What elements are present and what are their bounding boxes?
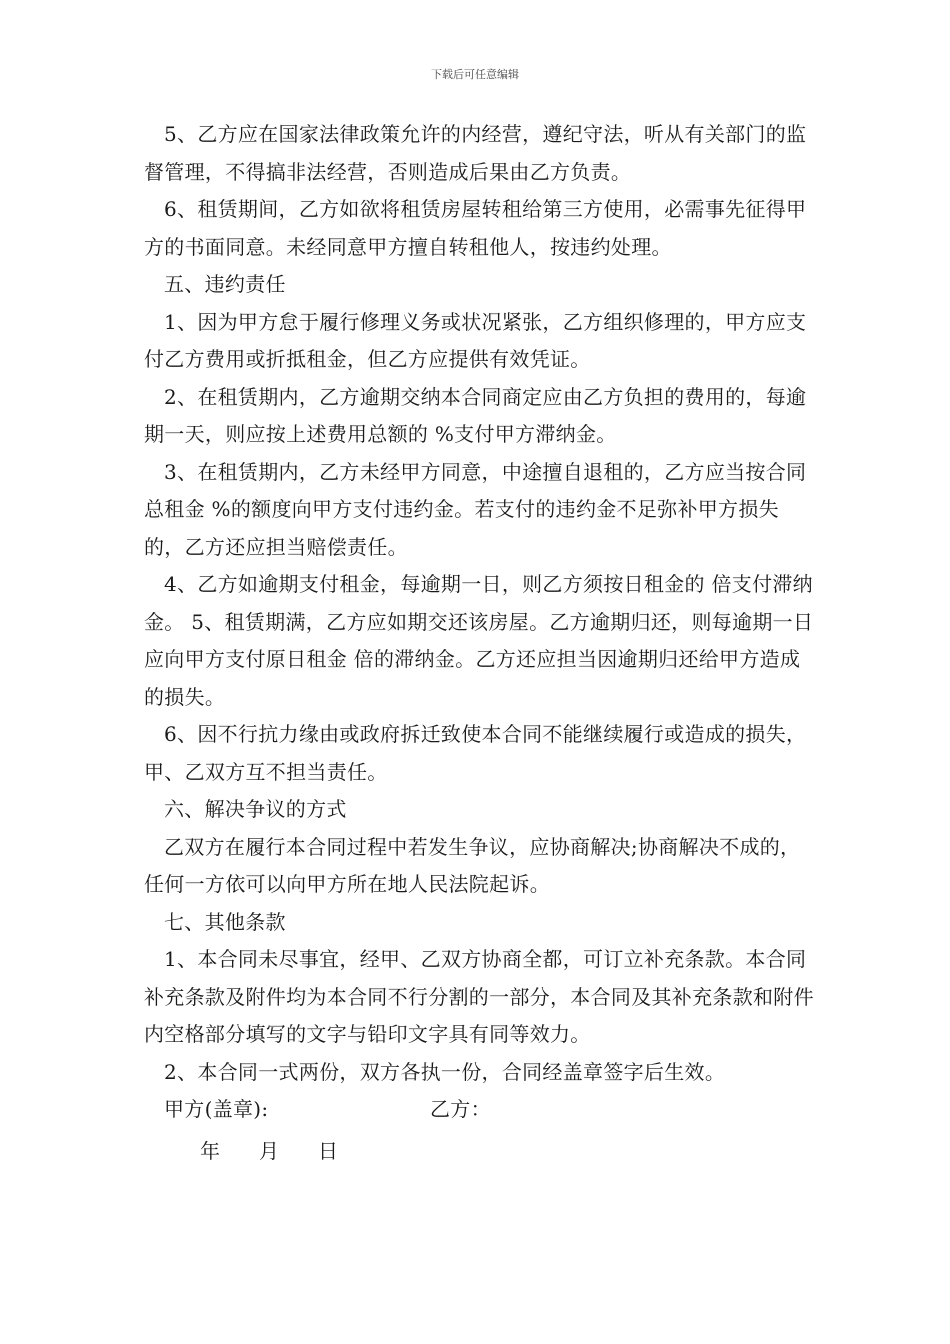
clause-5-4: 4、乙方如逾期支付租金，每逾期一日，则乙方须按日租金的 倍支付滞纳金。 5、租赁期满，乙方应如期交还该房屋。乙方逾期归还，则每逾期一日应向甲方支付原日租金 倍的滞纳金。乙方还应担当因逾期归还给甲方造成的损失。 [144,572,814,709]
clause-5-1: 1、因为甲方怠于履行修理义务或状况紧张，乙方组织修理的，甲方应支付乙方费用或折抵租金，但乙方应提供有效凭证。 [144,309,807,371]
date-month: 月 [258,1138,280,1163]
clause-6-text: 乙双方在履行本合同过程中若发生争议，应协商解决;协商解决不成的，任何一方依可以向甲方所在地人民法院起诉。 [144,834,801,896]
signature-row [144,1091,814,1129]
section-6-heading: 六、解决争议的方式 [164,797,347,821]
clause-5-6: 6、因不行抗力缘由或政府拆迁致使本合同不能继续履行或造成的损失，甲、乙双方互不担当责任。 [144,722,807,784]
party-a-signature-label: 甲方(盖章): [164,1097,269,1121]
clause-7-1: 1、本合同未尽事宜，经甲、乙双方协商全都，可订立补充条款。本合同补充条款及附件均为本合同不行分割的一部分，本合同及其补充条款和附件内空格部分填写的文字与铅印文字具有同等效力。 [144,947,814,1046]
clause-4-5: 5、乙方应在国家法律政策允许的内经营，遵纪守法，听从有关部门的监督管理，不得搞非法经营，否则造成后果由乙方负责。 [144,122,807,184]
date-line [144,1133,814,1171]
clause-7-2: 2、本合同一式两份，双方各执一份，合同经盖章签字后生效。 [164,1059,726,1084]
party-b-signature-label: 乙方： [430,1097,491,1121]
date-year: 年 [200,1138,221,1163]
clause-5-3: 3、在租赁期内，乙方未经甲方同意，中途擅自退租的，乙方应当按合同总租金 %的额度向甲方支付违约金。若支付的违约金不足弥补甲方损失的，乙方还应担当赔偿责任。 [144,459,807,559]
section-5-heading: 五、违约责任 [164,272,286,296]
page-header: 下载后可任意编辑 [431,68,519,81]
date-day: 日 [317,1138,339,1163]
clause-5-2: 2、在租赁期内，乙方逾期交纳本合同商定应由乙方负担的费用的，每逾期一天，则应按上述费用总额的 %支付甲方滞纳金。 [144,384,807,446]
clause-4-6: 6、租赁期间，乙方如欲将租赁房屋转租给第三方使用，必需事先征得甲方的书面同意。未经同意甲方擅自转租他人，按违约处理。 [144,197,807,259]
section-7-heading: 七、其他条款 [164,909,286,934]
contract-body [144,116,814,1170]
